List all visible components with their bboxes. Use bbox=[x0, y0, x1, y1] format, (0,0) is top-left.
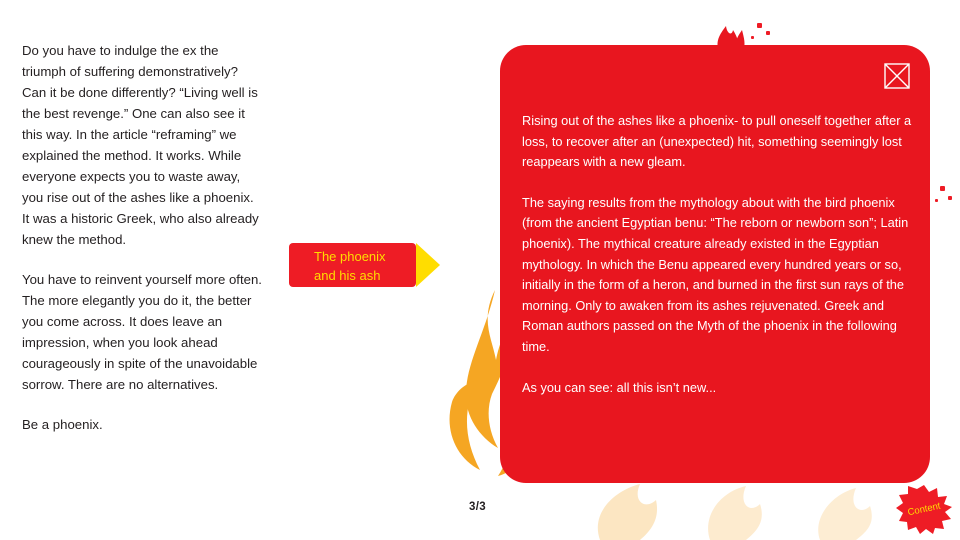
page-number: 3/3 bbox=[469, 501, 486, 513]
panel-paragraph: Rising out of the ashes like a phoenix- to pull oneself together after a loss, to recover after an (unexpected) hit, something seemingly lost reappears with a new gleam. bbox=[522, 113, 912, 170]
phoenix-link-button[interactable] bbox=[289, 243, 416, 287]
flame-speck bbox=[940, 186, 945, 191]
paragraph: You have to reinvent yourself more often. The more elegantly you do it, the better you come across. It does leave an impression, when you look ahead courageously in spite of the unavoidable sorrow. There are no alternatives. bbox=[22, 272, 262, 392]
phoenix-button-line2: and his ash bbox=[314, 268, 381, 283]
flame-speck bbox=[766, 31, 770, 35]
left-text-column bbox=[22, 40, 262, 435]
panel-paragraph: As you can see: all this isn’t new... bbox=[522, 379, 717, 395]
flame-speck bbox=[935, 199, 938, 202]
panel-body-text bbox=[522, 111, 912, 398]
paragraph: Do you have to indulge the ex the triumph of suffering demonstratively? Can it be done differently? “Living well is the best revenge.” One can also see it this way. In the article “reframing” we explained the method. It works. While everyone expects you to waste away, you rise out of the ashes like a phoenix. It was a historic Greek, who also already knew the method. bbox=[22, 43, 259, 247]
phoenix-button-line1: The phoenix bbox=[314, 249, 386, 264]
flame-speck bbox=[948, 196, 952, 200]
flame-speck bbox=[757, 23, 762, 28]
panel-paragraph: The saying results from the mythology about with the bird phoenix (from the ancient Egyptian benu: “The reborn or newborn son”; Latin phoenix). The mythical creature already existed in the Egyptian mythology. In which the Benu appeared every hundred years or so, initially in the form of a heron, and burned in the first sun rays of the morning. Only to awaken from its ashes rejuvenated. Greek and Roman authors passed on the Myth of the phoenix in the following time. bbox=[522, 194, 909, 354]
paragraph: Be a phoenix. bbox=[22, 417, 103, 432]
flame-speck bbox=[751, 36, 754, 39]
play-arrow-icon bbox=[416, 243, 440, 287]
phoenix-info-panel bbox=[500, 45, 930, 483]
close-icon[interactable] bbox=[884, 63, 910, 89]
content-badge-label: Content bbox=[906, 500, 942, 518]
content-badge-button[interactable] bbox=[896, 484, 952, 534]
